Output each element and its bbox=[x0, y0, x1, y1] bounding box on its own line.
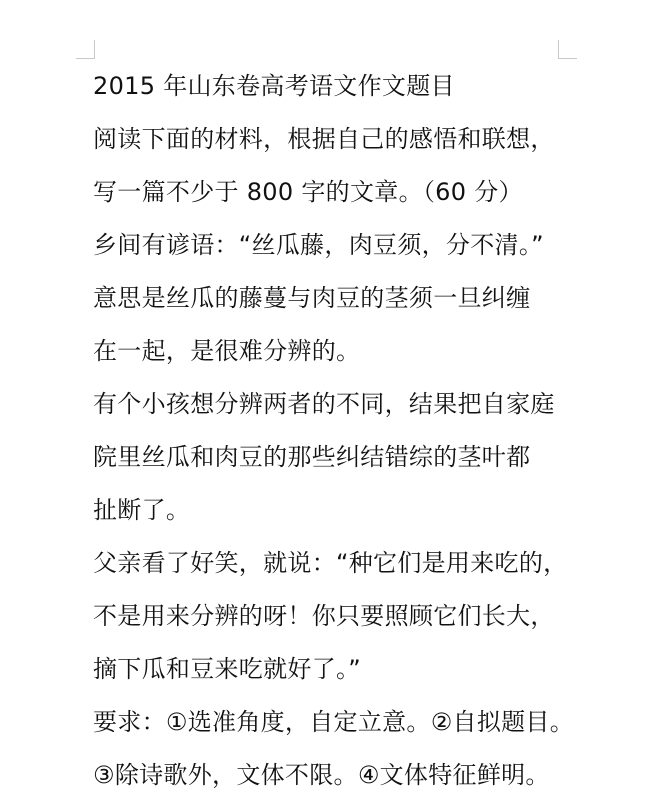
text-line: 乡间有谚语：“丝瓜藤，肉豆须，分不清。” bbox=[93, 231, 544, 259]
text-line: 父亲看了好笑，就说：“种它们是用来吃的， bbox=[93, 549, 568, 577]
text-line: 摘下瓜和豆来吃就好了。” bbox=[93, 655, 362, 683]
text-line: 有个小孩想分辨两者的不同，结果把自家庭 bbox=[93, 390, 555, 418]
text-line: ③除诗歌外，文体不限。④文体特征鲜明。 bbox=[93, 761, 550, 789]
document-body[interactable] bbox=[93, 64, 573, 806]
text-line: 写一篇不少于 800 字的文章。（60 分） bbox=[93, 178, 523, 206]
text-line: 扯断了。 bbox=[93, 496, 191, 524]
text-line: 阅读下面的材料，根据自己的感悟和联想， bbox=[93, 125, 555, 153]
crop-mark-top-left bbox=[76, 40, 95, 59]
text-line: 不是用来分辨的呀！你只要照顾它们长大， bbox=[93, 602, 555, 630]
text-line: 院里丝瓜和肉豆的那些纠结错综的茎叶都 bbox=[93, 443, 531, 471]
text-line: 要求：①选准角度，自定立意。②自拟题目。 bbox=[93, 708, 575, 736]
text-line: 在一起，是很难分辨的。 bbox=[93, 337, 361, 365]
document-title: 2015 年山东卷高考语文作文题目 bbox=[93, 72, 455, 100]
text-line: 意思是丝瓜的藤蔓与肉豆的茎须一旦纠缠 bbox=[93, 284, 531, 312]
crop-mark-top-right bbox=[558, 40, 577, 59]
